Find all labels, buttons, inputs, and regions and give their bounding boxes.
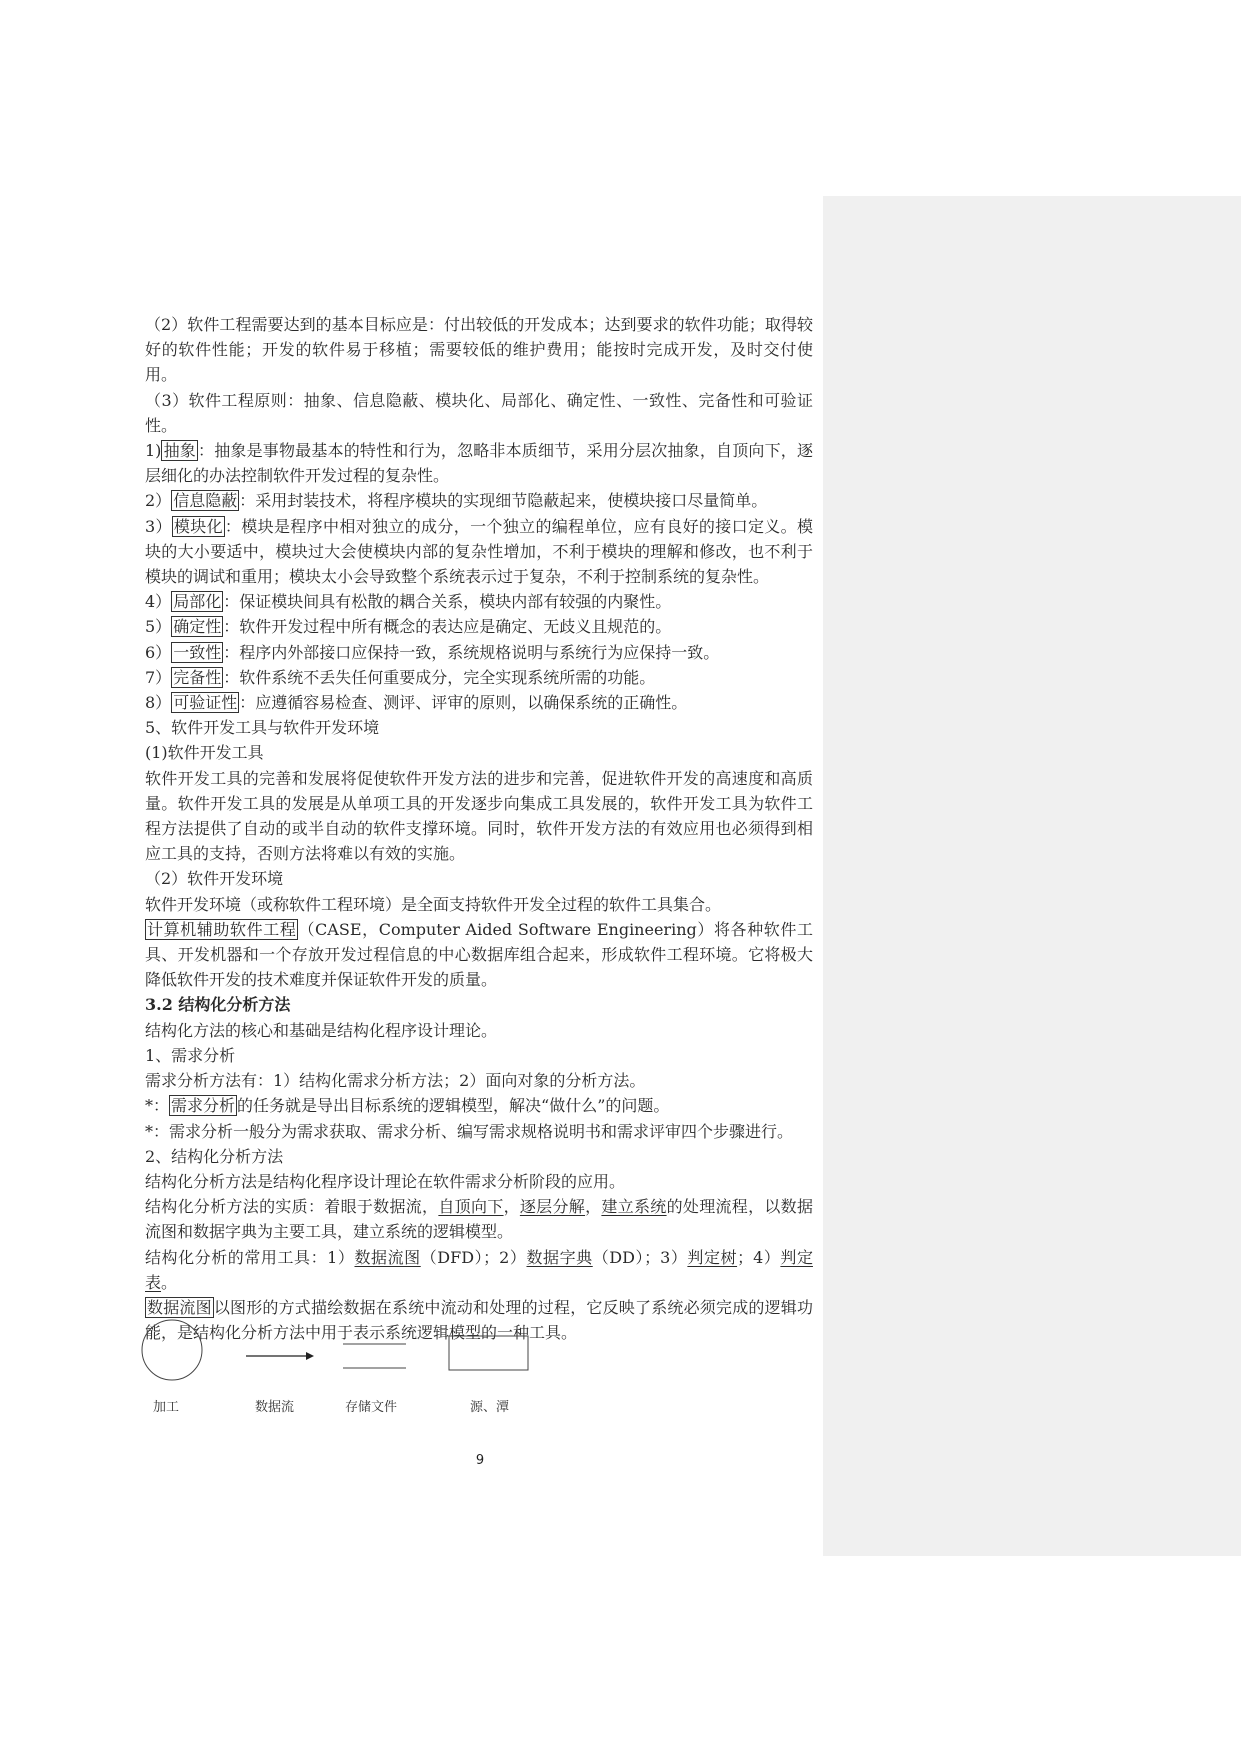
paragraph bbox=[145, 1194, 813, 1244]
underlined-term: 判定树 bbox=[687, 1247, 738, 1267]
text-run: 1、需求分析 bbox=[145, 1045, 236, 1065]
text-run: 1) bbox=[145, 441, 162, 461]
text-run: （CASE，Computer Aided Software Engineering）将各种软件工具、开发机器和一个存放开发过程信息的中心数据库组合起来，形成软件工程环境。它将极大降低软件开发的技术难度并保证软件开发的质量。 bbox=[145, 919, 813, 990]
text-run: ：模块是程序中相对独立的成分，一个独立的编程单位，应有良好的接口定义。模块的大小要适中，模块过大会使模块内部的复杂性增加，不利于模块的理解和修改，也不利于模块的调试和重用；模块太小会导致整个系统表示过于复杂，不利于控制系统的复杂性。 bbox=[145, 516, 813, 587]
text-run: ：应遵循容易检查、测评、评审的原则，以确保系统的正确性。 bbox=[239, 693, 688, 713]
text-run: ：抽象是事物最基本的特性和行为，忽略非本质细节，采用分层次抽象，自顶向下，逐层细化的办法控制软件开发过程的复杂性。 bbox=[145, 441, 813, 486]
paragraph bbox=[145, 866, 813, 891]
paragraph bbox=[145, 740, 813, 765]
page-number: 9 bbox=[475, 1453, 485, 1468]
text-run: 结构化分析的常用工具：1） bbox=[145, 1247, 355, 1267]
boxed-term: 数据流图 bbox=[147, 1297, 212, 1317]
underlined-term: 逐层分解 bbox=[519, 1197, 586, 1217]
text-run: 的任务就是导出目标系统的逻辑模型，解决“做什么”的问题。 bbox=[237, 1096, 670, 1116]
boxed-term: 模块化 bbox=[173, 516, 223, 536]
text-run: （DFD）；2） bbox=[420, 1247, 527, 1267]
boxed-term: 抽象 bbox=[163, 441, 196, 461]
text-run: 软件开发环境（或称软件工程环境）是全面支持软件开发全过程的软件工具集合。 bbox=[145, 894, 722, 914]
label-source-sink: 源、潭 bbox=[470, 1400, 510, 1415]
boxed-term: 一致性 bbox=[173, 642, 222, 662]
text-run: *： bbox=[145, 1096, 170, 1116]
section-heading: 3.2 结构化分析方法 bbox=[145, 995, 291, 1015]
paragraph bbox=[145, 614, 813, 639]
text-run: 以图形的方式描绘数据在系统中流动和处理的过程，它反映了系统必须完成的逻辑功能，是结构化分析方法中用于表示系统逻辑模型的一种工具。 bbox=[145, 1297, 813, 1343]
text-run: 2） bbox=[145, 491, 172, 511]
boxed-term: 需求分析 bbox=[171, 1096, 236, 1116]
text-run: 软件开发工具的完善和发展将促使软件开发方法的进步和完善，促进软件开发的高速度和高质量。软件开发工具的发展是从单项工具的开发逐步向集成工具发展的，软件开发工具为软件工程方法提供了自动的或半自动的软件支撑环境。同时，软件开发方法的有效应用也必须得到相应工具的支持，否则方法将难以有效的实施。 bbox=[145, 768, 813, 864]
text-run: ， bbox=[585, 1197, 602, 1217]
text-run: ：程序内外部接口应保持一致，系统规格说明与系统行为应保持一致。 bbox=[223, 642, 720, 662]
text-run: （3）软件工程原则：抽象、信息隐蔽、模块化、局部化、确定性、一致性、完备性和可验证性。 bbox=[145, 390, 813, 435]
paragraph bbox=[145, 1068, 813, 1093]
process-symbol bbox=[142, 1320, 202, 1380]
text-run: 的处理流程，以数据流图和数据字典为主要工具，建立系统的逻辑模型。 bbox=[145, 1197, 813, 1242]
text-run: 结构化分析方法的实质：着眼于数据流， bbox=[145, 1197, 439, 1217]
text-run: 5） bbox=[145, 617, 172, 637]
paragraph bbox=[145, 488, 813, 513]
boxed-term: 确定性 bbox=[173, 617, 222, 637]
underlined-term: 数据流图 bbox=[354, 1247, 421, 1267]
text-run: ；4） bbox=[737, 1247, 781, 1267]
paragraph bbox=[145, 1144, 813, 1169]
paragraph bbox=[145, 992, 813, 1017]
text-run: 6） bbox=[145, 642, 172, 662]
paragraph bbox=[145, 589, 813, 614]
text-run: 7） bbox=[145, 667, 172, 687]
underlined-term: 判定表 bbox=[145, 1247, 813, 1292]
text-run: ：采用封装技术，将程序模块的实现细节隐蔽起来，使模块接口尽量简单。 bbox=[239, 491, 768, 511]
boxed-term: 计算机辅助软件工程 bbox=[147, 919, 297, 939]
paragraph bbox=[145, 514, 813, 590]
paragraph bbox=[145, 1093, 813, 1118]
boxed-term: 信息隐蔽 bbox=[173, 491, 238, 511]
text-run: 结构化分析方法是结构化程序设计理论在软件需求分析阶段的应用。 bbox=[145, 1171, 626, 1191]
text-run: 5、软件开发工具与软件开发环境 bbox=[145, 718, 380, 738]
paragraph bbox=[145, 1169, 813, 1194]
label-data-flow: 数据流 bbox=[255, 1400, 295, 1415]
text-run: （DD）；3） bbox=[592, 1247, 688, 1267]
paragraph bbox=[145, 1018, 813, 1043]
text-run: ：保证模块间具有松散的耦合关系，模块内部有较强的内聚性。 bbox=[223, 592, 672, 612]
paragraph bbox=[145, 312, 813, 388]
label-data-store: 存储文件 bbox=[345, 1400, 398, 1415]
text-run: *：需求分析一般分为需求获取、需求分析、编写需求规格说明书和需求评审四个步骤进行。 bbox=[145, 1121, 794, 1141]
document-body bbox=[145, 312, 813, 1345]
text-run: ， bbox=[503, 1197, 520, 1217]
text-run: ：软件开发过程中所有概念的表达应是确定、无歧义且规范的。 bbox=[223, 617, 672, 637]
label-process: 加工 bbox=[153, 1400, 180, 1415]
paragraph bbox=[145, 388, 813, 438]
text-run: 4） bbox=[145, 592, 172, 612]
source-sink-box bbox=[449, 1336, 528, 1370]
text-run: （2）软件工程需要达到的基本目标应是：付出较低的开发成本；达到要求的软件功能；取得较好的软件性能；开发的软件易于移植；需要较低的维护费用；能按时完成开发，及时交付使用。 bbox=[145, 315, 813, 385]
text-run: 结构化方法的核心和基础是结构化程序设计理论。 bbox=[145, 1020, 498, 1040]
underlined-term: 建立系统 bbox=[601, 1197, 667, 1217]
paragraph bbox=[145, 766, 813, 867]
dfd-symbol-legend bbox=[140, 1318, 620, 1418]
text-run: 8） bbox=[145, 693, 172, 713]
text-run: (1)软件开发工具 bbox=[145, 743, 264, 763]
paragraph bbox=[145, 1119, 813, 1144]
underlined-term: 自顶向下 bbox=[438, 1197, 504, 1217]
text-run: ：软件系统不丢失任何重要成分，完全实现系统所需的功能。 bbox=[223, 667, 656, 687]
boxed-term: 局部化 bbox=[173, 592, 222, 612]
paragraph bbox=[145, 438, 813, 488]
paragraph bbox=[145, 665, 813, 690]
text-run: 2、结构化分析方法 bbox=[145, 1146, 284, 1166]
paragraph bbox=[145, 917, 813, 993]
paragraph bbox=[145, 1043, 813, 1068]
text-run: （2）软件开发环境 bbox=[145, 869, 284, 889]
paragraph bbox=[145, 715, 813, 740]
text-run: 。 bbox=[161, 1272, 178, 1292]
paragraph bbox=[145, 690, 813, 715]
underlined-term: 数据字典 bbox=[526, 1247, 593, 1267]
paragraph bbox=[145, 1245, 813, 1295]
text-run: 需求分析方法有：1）结构化需求分析方法；2）面向对象的分析方法。 bbox=[145, 1071, 646, 1091]
boxed-term: 可验证性 bbox=[173, 693, 238, 713]
comment-pane bbox=[823, 196, 1241, 1556]
boxed-term: 完备性 bbox=[173, 667, 222, 687]
text-run: 3） bbox=[145, 516, 172, 536]
data-flow-arrowhead bbox=[306, 1352, 314, 1360]
paragraph bbox=[145, 892, 813, 917]
paragraph bbox=[145, 640, 813, 665]
